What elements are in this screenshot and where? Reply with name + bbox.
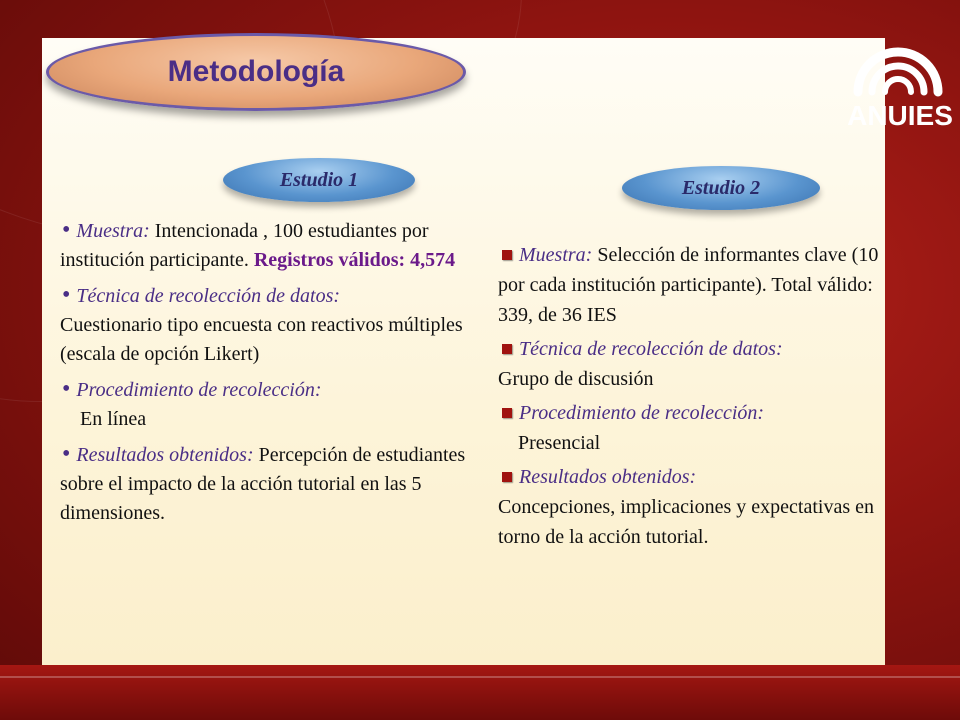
valid-records: Registros válidos: 4,574 <box>253 249 456 271</box>
item-text: Intencionada , 100 estudiantes por institución participante. <box>60 220 429 271</box>
bottom-stripe <box>0 676 960 678</box>
logo-text: ANUIES <box>847 100 953 131</box>
study-1-item-technique <box>60 281 470 369</box>
bullet-square-icon <box>502 472 512 482</box>
bottom-bar <box>0 665 960 720</box>
bullet-square-icon <box>502 344 512 354</box>
study-2-item-procedure <box>498 398 888 458</box>
study-2-heading: Estudio 2 <box>681 176 761 199</box>
study-2-item-technique <box>498 334 888 394</box>
study-1-item-results <box>60 440 470 528</box>
item-label: Procedimiento de recolección: <box>519 402 765 424</box>
study-2-item-sample <box>498 240 888 330</box>
item-label: Resultados obtenidos: <box>519 466 697 488</box>
item-text: Percepción de estudiantes sobre el impacto de la acción tutorial en las 5 dimensiones. <box>60 444 466 524</box>
bullet-dot-icon: • <box>62 376 71 402</box>
item-text: Presencial <box>518 432 601 454</box>
item-label: Muestra: <box>519 244 593 266</box>
study-1-item-procedure <box>60 375 470 434</box>
item-text: (escala de opción Likert) <box>60 343 260 365</box>
item-label: Muestra: <box>76 220 150 242</box>
item-label: Técnica de recolección de datos: <box>519 338 783 360</box>
study-1-heading: Estudio 1 <box>279 168 359 191</box>
bullet-dot-icon: • <box>62 282 71 308</box>
item-text: Grupo de discusión <box>498 368 654 390</box>
study-2-pill <box>622 166 820 210</box>
page-title: Metodología <box>167 55 345 88</box>
item-text: En línea <box>80 408 147 430</box>
item-label: Técnica de recolección de datos: <box>76 285 341 307</box>
item-text: Concepciones, implicaciones y expectativas en torno de la acción tutorial. <box>498 496 874 548</box>
item-text: Selección de informantes clave (10 por cada institución participante). Total válido: 339, de 36 IES <box>498 244 879 326</box>
item-label: Procedimiento de recolección: <box>76 379 322 401</box>
study-1-item-sample <box>60 216 470 275</box>
study-1-column <box>60 216 470 534</box>
bullet-dot-icon: • <box>62 441 71 467</box>
study-2-item-results <box>498 462 888 552</box>
study-2-column <box>498 240 888 556</box>
bullet-square-icon <box>502 250 512 260</box>
study-1-pill <box>223 158 415 202</box>
bullet-dot-icon: • <box>62 217 71 243</box>
bullet-square-icon <box>502 408 512 418</box>
item-text: Cuestionario tipo encuesta con reactivos múltiples <box>60 314 463 336</box>
title-pill <box>46 33 466 111</box>
item-label: Resultados obtenidos: <box>76 444 254 466</box>
